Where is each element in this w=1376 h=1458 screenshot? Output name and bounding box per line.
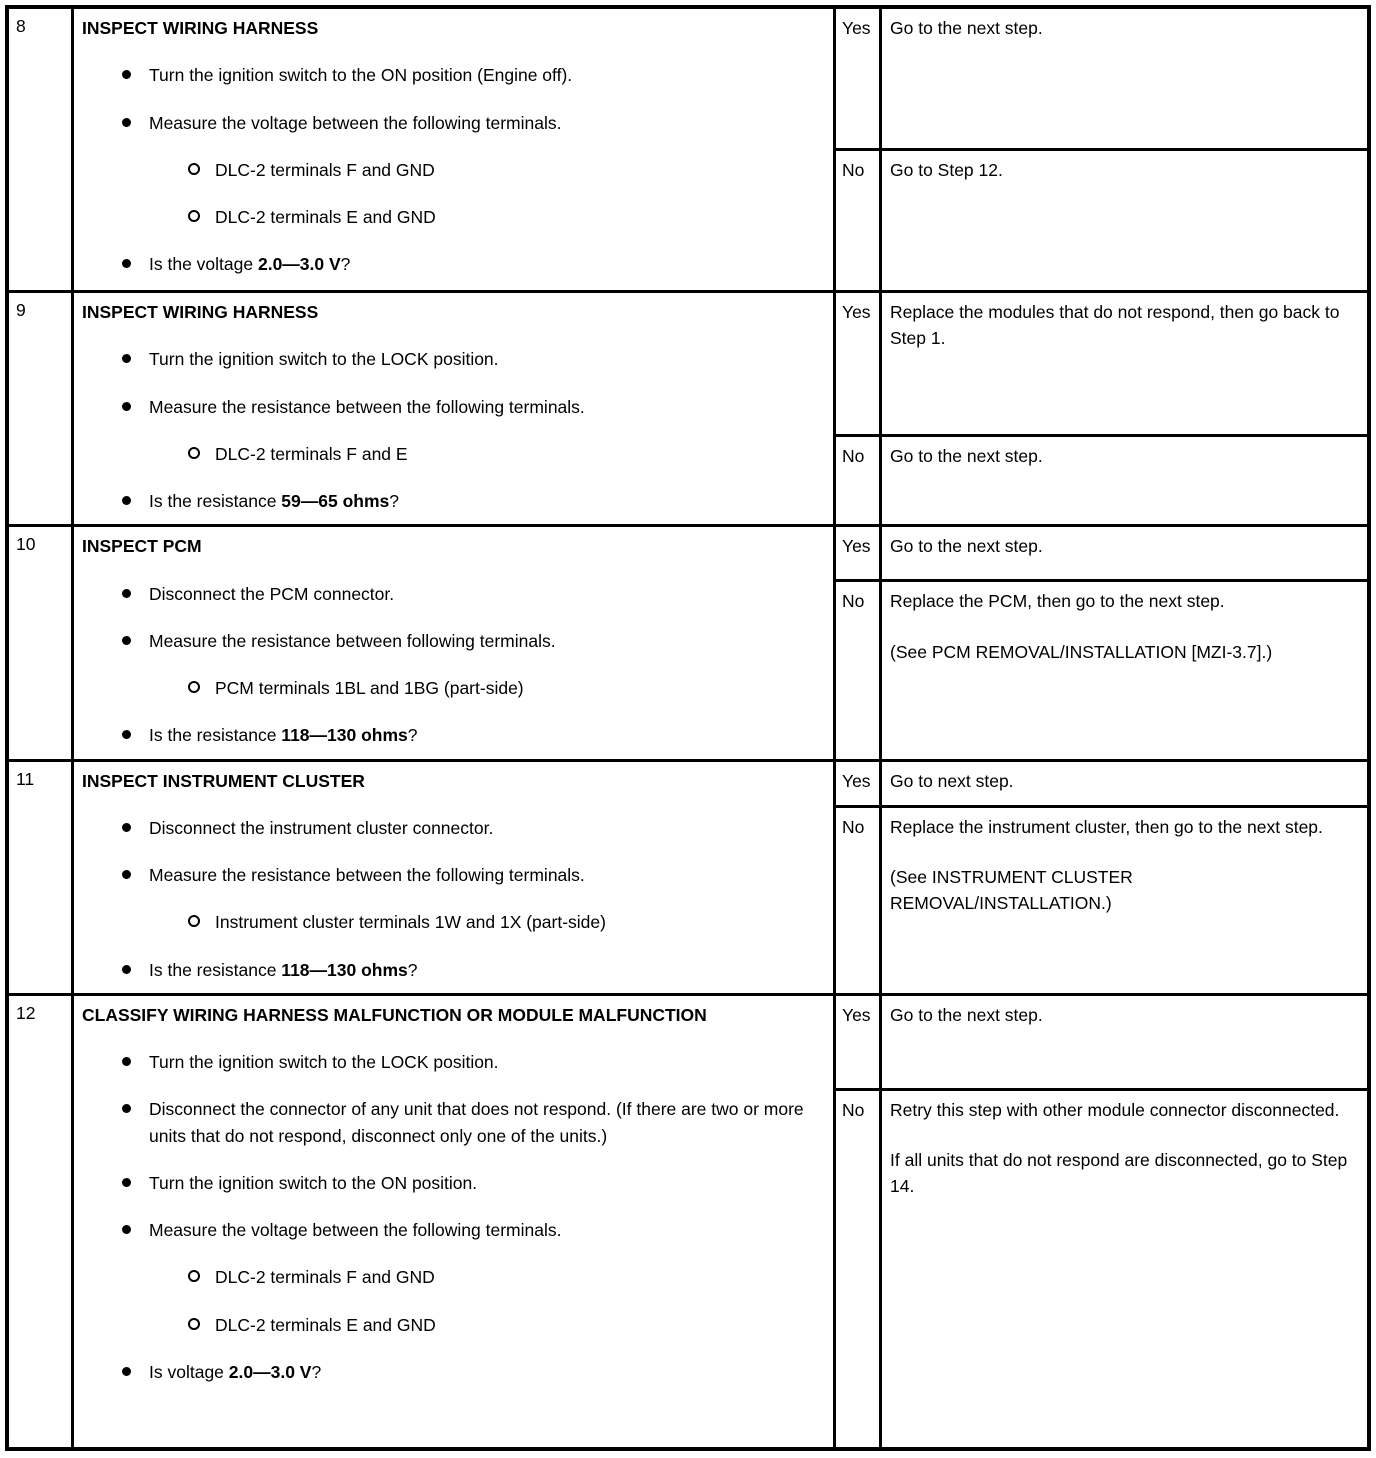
step-title: INSPECT WIRING HARNESS [82, 302, 319, 322]
open-circle-icon [188, 163, 200, 175]
no-action-cell [879, 434, 1367, 524]
question-prefix: Is the resistance [149, 725, 282, 746]
question-text [149, 251, 819, 277]
inspection-cell [71, 293, 833, 524]
action-text: Turn the ignition switch to the ON position (Engine off). [149, 65, 573, 86]
bullet-icon [122, 636, 131, 645]
procedure-row-step-8 [9, 9, 1367, 290]
yes-action-text: Replace the modules that do not respond, then go back to Step 1. [890, 302, 1340, 349]
action-item [122, 62, 819, 88]
open-circle-icon [188, 681, 200, 693]
bullet-icon [122, 402, 131, 411]
sub-item-text: DLC-2 terminals F and GND [215, 159, 435, 180]
action-item [122, 581, 819, 607]
no-label: No [833, 434, 879, 524]
procedure-row-step-11 [9, 759, 1367, 993]
question-suffix: ? [407, 959, 418, 980]
action-text: Turn the ignition switch to the ON position. [149, 1172, 478, 1193]
step-number: 12 [16, 1002, 36, 1023]
question-value: 59—65 ohms [281, 491, 390, 511]
sub-item-text: DLC-2 terminals E and GND [215, 1314, 436, 1335]
open-circle-icon [188, 1270, 200, 1282]
bullet-icon [122, 1367, 131, 1376]
question-suffix: ? [389, 491, 399, 511]
no-label: No [833, 805, 879, 993]
yes-label: Yes [833, 527, 879, 579]
action-item [122, 346, 819, 372]
no-action-followup: If all units that do not respond are disconnected, go to Step 14. [890, 1150, 1348, 1197]
action-text: Disconnect the connector of any unit that does not respond. (If there are two or more units that do not respond, disconnect only one of the units.) [149, 1099, 804, 1146]
bullet-icon [122, 70, 131, 79]
step-number: 10 [16, 534, 36, 555]
bullet-icon [122, 354, 131, 363]
question-value: 2.0—3.0 V [228, 1361, 312, 1382]
no-action-reference: (See PCM REMOVAL/INSTALLATION [MZI-3.7].) [890, 641, 1273, 662]
action-text: Disconnect the instrument cluster connector. [149, 817, 494, 838]
inspection-cell [71, 762, 833, 993]
action-text: Measure the resistance between the following terminals. [149, 865, 585, 885]
procedure-row-step-10 [9, 524, 1367, 758]
yes-action-cell [879, 996, 1367, 1088]
yes-action-text: Go to the next step. [890, 18, 1043, 38]
step-title: INSPECT PCM [82, 536, 202, 557]
question-prefix: Is the resistance [149, 959, 282, 980]
action-item [122, 394, 819, 420]
action-text: Measure the voltage between the following terminals. [149, 1220, 562, 1240]
step-number: 9 [16, 300, 26, 320]
action-item [122, 815, 819, 841]
sub-item-text: Instrument cluster terminals 1W and 1X (part-side) [215, 912, 606, 933]
no-action-text: Retry this step with other module connector disconnected. [890, 1099, 1340, 1120]
yes-label: Yes [833, 996, 879, 1088]
no-action-text: Go to Step 12. [890, 160, 1003, 180]
question-text [149, 722, 819, 748]
sub-item-text: PCM terminals 1BL and 1BG (part-side) [215, 678, 524, 698]
action-item [122, 862, 819, 888]
no-action-text: Replace the instrument cluster, then go to the next step. [890, 816, 1323, 837]
open-circle-icon [188, 210, 200, 222]
sub-item [188, 909, 819, 935]
no-action-cell [879, 148, 1367, 290]
question-prefix: Is the resistance [149, 491, 282, 511]
action-item [122, 1096, 819, 1149]
no-action-cell [879, 805, 1367, 993]
procedure-row-step-9 [9, 290, 1367, 524]
procedure-row-step-12 [9, 993, 1367, 1447]
troubleshooting-table [5, 5, 1371, 1451]
question-suffix: ? [311, 1361, 322, 1382]
question-item [122, 722, 819, 748]
sub-item-text: DLC-2 terminals F and E [215, 443, 408, 464]
sub-item [188, 1312, 819, 1338]
no-action-cell [879, 1088, 1367, 1447]
yes-label: Yes [833, 9, 879, 148]
yes-action-text: Go to next step. [890, 770, 1014, 791]
no-action-text: Go to the next step. [890, 446, 1043, 466]
yes-action-cell [879, 293, 1367, 434]
yes-action-text: Go to the next step. [890, 1004, 1043, 1025]
bullet-icon [122, 1104, 131, 1113]
question-value: 118—130 ohms [281, 725, 408, 746]
yes-label: Yes [833, 293, 879, 434]
question-item [122, 1359, 819, 1385]
open-circle-icon [188, 1318, 200, 1330]
step-title: CLASSIFY WIRING HARNESS MALFUNCTION OR MODULE MALFUNCTION [82, 1004, 707, 1025]
yes-action-cell [879, 9, 1367, 148]
yes-action-text: Go to the next step. [890, 536, 1043, 557]
step-title: INSPECT INSTRUMENT CLUSTER [82, 770, 365, 791]
no-label: No [833, 148, 879, 290]
question-value: 2.0—3.0 V [257, 254, 341, 275]
bullet-icon [122, 496, 131, 505]
bullet-icon [122, 870, 131, 879]
sub-item [188, 675, 819, 701]
question-text [149, 488, 819, 514]
yes-action-cell [879, 527, 1367, 579]
step-number: 11 [16, 768, 35, 789]
action-text: Disconnect the PCM connector. [149, 583, 395, 604]
action-text: Measure the resistance between following terminals. [149, 630, 556, 651]
no-label: No [833, 1088, 879, 1447]
action-text: Measure the resistance between the following terminals. [149, 396, 585, 417]
action-item [122, 110, 819, 136]
no-action-cell [879, 579, 1367, 758]
question-prefix: Is voltage [149, 1361, 229, 1382]
bullet-icon [122, 259, 131, 268]
question-text [149, 957, 819, 983]
bullet-icon [122, 730, 131, 739]
action-item [122, 1217, 819, 1243]
no-action-text: Replace the PCM, then go to the next step. [890, 591, 1225, 612]
no-action-reference: (See INSTRUMENT CLUSTER REMOVAL/INSTALLATION.) [890, 866, 1133, 913]
bullet-icon [122, 589, 131, 598]
sub-item-text: DLC-2 terminals F and GND [215, 1267, 435, 1288]
question-value: 118—130 ohms [281, 959, 408, 980]
bullet-icon [122, 118, 131, 127]
bullet-icon [122, 965, 131, 974]
action-text: Turn the ignition switch to the LOCK position. [149, 1052, 499, 1072]
inspection-cell [71, 996, 833, 1447]
action-text: Turn the ignition switch to the LOCK position. [149, 349, 499, 370]
inspection-cell [71, 527, 833, 758]
step-number: 8 [16, 16, 26, 36]
bullet-icon [122, 823, 131, 832]
question-item [122, 488, 819, 514]
no-label: No [833, 579, 879, 758]
question-item [122, 251, 819, 277]
sub-item [188, 157, 819, 183]
sub-item-text: DLC-2 terminals E and GND [215, 207, 436, 227]
action-item [122, 628, 819, 654]
bullet-icon [122, 1225, 131, 1234]
yes-label: Yes [833, 762, 879, 805]
sub-item [188, 204, 819, 230]
yes-action-cell [879, 762, 1367, 805]
open-circle-icon [188, 447, 200, 459]
open-circle-icon [188, 915, 200, 927]
question-suffix: ? [407, 725, 418, 746]
bullet-icon [122, 1057, 131, 1066]
action-item [122, 1049, 819, 1075]
inspection-cell [71, 9, 833, 290]
action-text: Measure the voltage between the following terminals. [149, 112, 562, 133]
step-title: INSPECT WIRING HARNESS [82, 18, 319, 38]
bullet-icon [122, 1178, 131, 1187]
question-suffix: ? [340, 254, 351, 275]
sub-item [188, 1264, 819, 1290]
sub-item [188, 441, 819, 467]
question-text [149, 1359, 819, 1385]
action-item [122, 1170, 819, 1196]
question-prefix: Is the voltage [149, 254, 258, 275]
question-item [122, 957, 819, 983]
